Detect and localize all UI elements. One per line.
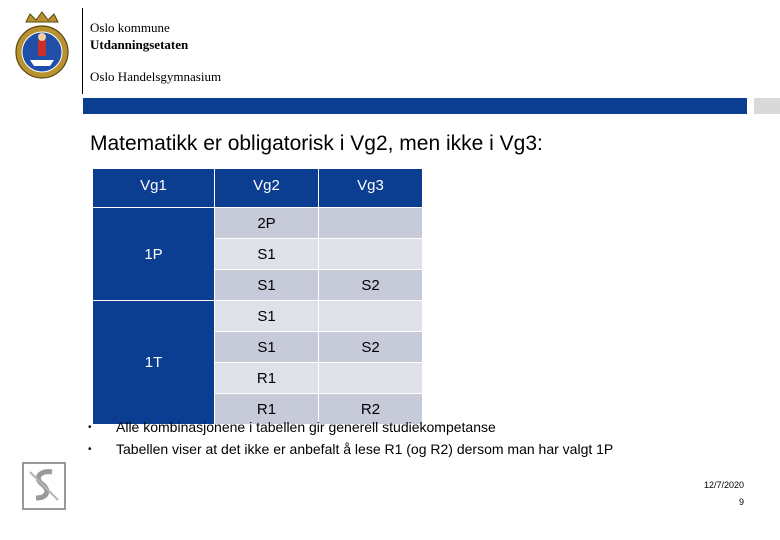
vg1-group-1p: 1P <box>93 208 215 301</box>
bullet-icon: • <box>88 443 92 455</box>
vg2-cell: S1 <box>215 332 319 363</box>
table-header-row <box>93 169 423 208</box>
vg3-cell: S2 <box>319 270 423 301</box>
header-vg2: Vg2 <box>215 169 319 208</box>
bullet-list <box>88 416 613 460</box>
vg2-cell: R1 <box>215 363 319 394</box>
vg2-cell: S1 <box>215 270 319 301</box>
vg3-cell <box>319 239 423 270</box>
bullet-text: Alle kombinasjonene i tabellen gir generell studiekompetanse <box>116 419 496 435</box>
header-bar-gray <box>754 98 780 114</box>
course-table <box>92 168 423 425</box>
school-emblem-icon <box>22 462 66 510</box>
slide-date: 12/7/2020 <box>703 480 744 490</box>
vg2-cell: S1 <box>215 239 319 270</box>
list-item <box>88 416 613 438</box>
table-row <box>93 301 423 332</box>
table-row <box>93 208 423 239</box>
slide-number: 9 <box>738 497 744 507</box>
vg2-cell: 2P <box>215 208 319 239</box>
header-bar <box>83 98 747 114</box>
list-item <box>88 438 613 460</box>
vg2-cell: S1 <box>215 301 319 332</box>
org-name: Oslo kommune <box>90 20 170 35</box>
header-vg1: Vg1 <box>93 169 215 208</box>
slide-title: Matematikk er obligatorisk i Vg2, men ikke i Vg3: <box>90 132 543 155</box>
bullet-text: Tabellen viser at det ikke er anbefalt å lese R1 (og R2) dersom man har valgt 1P <box>116 441 614 457</box>
vg3-cell <box>319 208 423 239</box>
vg3-cell <box>319 363 423 394</box>
oslo-kommune-logo <box>12 10 72 82</box>
vg3-cell <box>319 301 423 332</box>
header-vg3: Vg3 <box>319 169 423 208</box>
header-divider <box>82 8 83 94</box>
vg1-group-1t: 1T <box>93 301 215 425</box>
vg2-cell: R1 <box>215 394 319 425</box>
vg3-cell: R2 <box>319 394 423 425</box>
org-department: Utdanningsetaten <box>90 37 189 52</box>
school-name: Oslo Handelsgymnasium <box>90 69 222 84</box>
bullet-icon: • <box>88 421 92 433</box>
vg3-cell: S2 <box>319 332 423 363</box>
